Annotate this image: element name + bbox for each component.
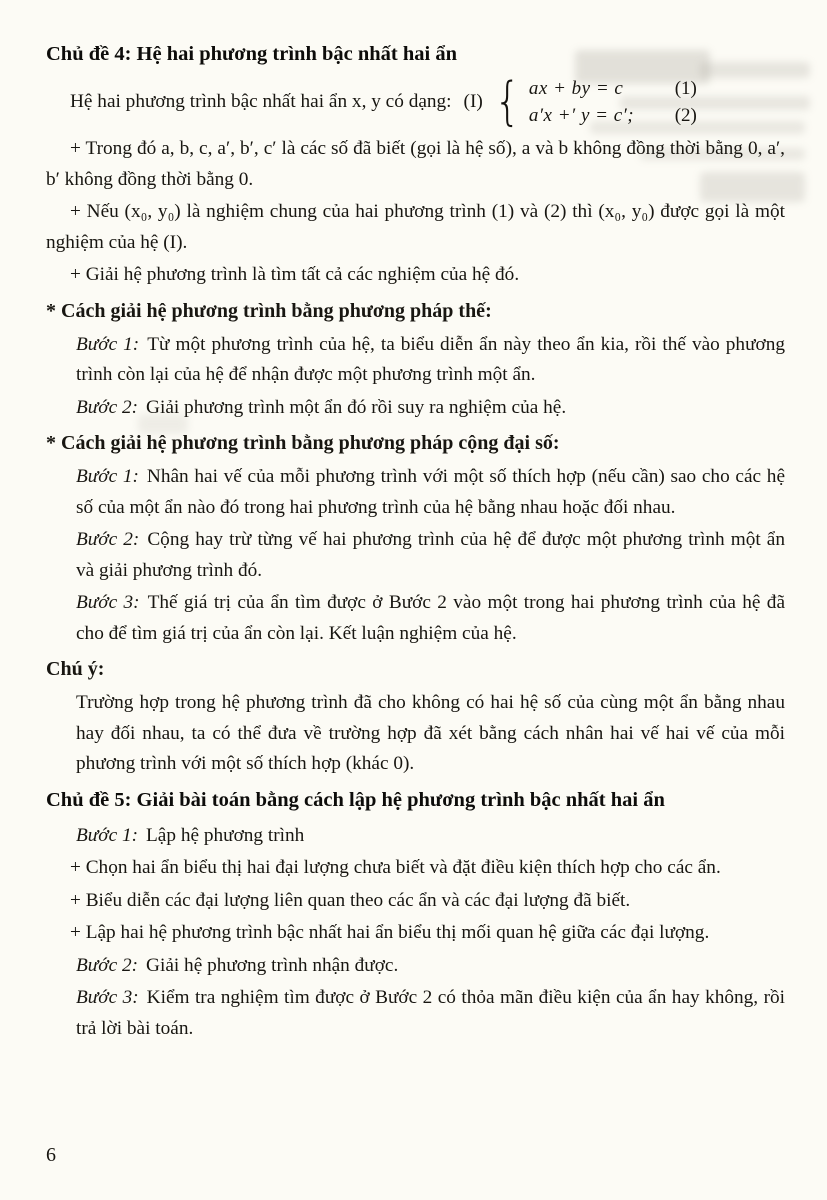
equation-1 bbox=[529, 75, 697, 102]
addition-step-1 bbox=[76, 462, 785, 523]
system-definition-row bbox=[46, 71, 785, 132]
step-label: Bước 2: bbox=[76, 396, 139, 418]
brace-icon: { bbox=[494, 71, 521, 132]
para-solve-def: + Giải hệ phương trình là tìm tất cả các nghiệm của hệ đó. bbox=[70, 264, 520, 285]
substitution-step-2 bbox=[76, 393, 785, 424]
system-label: (I) bbox=[463, 91, 483, 112]
addition-step-2 bbox=[76, 525, 785, 586]
step-label: Bước 2: bbox=[76, 529, 140, 550]
substitution-method-heading: * Cách giải hệ phương trình bằng phương pháp thế: bbox=[46, 299, 492, 322]
step-text: Thế giá trị của ẩn tìm được ở Bước 2 vào một trong hai phương trình của hệ đã cho để tìm giá trị của ẩn còn lại. Kết luận nghiệm của hệ. bbox=[76, 592, 786, 644]
step-text: Lập hệ phương trình bbox=[146, 824, 305, 846]
page-number: 6 bbox=[46, 1144, 56, 1166]
page-content bbox=[46, 34, 785, 1046]
equation-column bbox=[524, 75, 697, 129]
step-label: Bước 1: bbox=[76, 466, 139, 487]
topic4-heading: Chủ đề 4: Hệ hai phương trình bậc nhất hai ẩn bbox=[46, 43, 457, 65]
step-label: Bước 3: bbox=[76, 592, 140, 613]
substitution-step-1 bbox=[76, 330, 785, 391]
step-text: Nhân hai vế của mỗi phương trình với một số thích hợp (nếu cần) sao cho các hệ số của một ẩn nào đó trong hai phương trình của hệ bằng nhau hoặc đối nhau. bbox=[76, 466, 785, 518]
note-paragraph: Trường hợp trong hệ phương trình đã cho không có hai hệ số của cùng một ẩn bằng nhau hay đối nhau, ta có thể đưa về trường hợp đã xét bằng cách nhân hai vế hai vế của mỗi phương trình với một số thích hợp (khác 0). bbox=[76, 692, 785, 774]
para-coefficients: + Trong đó a, b, c, a′, b′, c′ là các số đã biết (gọi là hệ số), a và b không đồng thời bằng 0, a′, b′ không đồng thời bằng 0. bbox=[46, 138, 785, 190]
system-intro-text: Hệ hai phương trình bậc nhất hai ẩn x, y có dạng: bbox=[70, 91, 452, 112]
step-label: Bước 1: bbox=[76, 824, 139, 846]
equation-1-number: (1) bbox=[674, 78, 697, 99]
step-text: Giải phương trình một ẩn đó rồi suy ra nghiệm của hệ. bbox=[146, 396, 567, 418]
topic5-bullet-choose: + Chọn hai ẩn biểu thị hai đại lượng chưa biết và đặt điều kiện thích hợp cho các ẩn. bbox=[70, 857, 721, 878]
equation-2 bbox=[529, 102, 697, 129]
step-label: Bước 2: bbox=[76, 954, 139, 976]
equation-2-formula: a′x +′ y = c′; bbox=[528, 105, 635, 126]
addition-method-heading: * Cách giải hệ phương trình bằng phương pháp cộng đại số: bbox=[46, 432, 560, 454]
step-label: Bước 1: bbox=[76, 333, 140, 355]
step-text: Kiểm tra nghiệm tìm được ở Bước 2 có thỏa mãn điều kiện của ẩn hay không, rồi trả lời bài toán. bbox=[76, 987, 785, 1039]
step-text: Giải hệ phương trình nhận được. bbox=[146, 954, 399, 976]
step-label: Bước 3: bbox=[76, 987, 139, 1008]
equation-1-formula: ax + by = c bbox=[528, 78, 624, 99]
step-text: Từ một phương trình của hệ, ta biểu diễn ẩn này theo ẩn kia, rồi thế vào phương trình còn lại của hệ để nhận được một phương trình một ẩn. bbox=[76, 333, 785, 385]
topic5-bullet-form: + Lập hai hệ phương trình bậc nhất hai ẩn biểu thị mối quan hệ giữa các đại lượng. bbox=[70, 922, 710, 943]
equation-2-number: (2) bbox=[674, 105, 697, 126]
topic5-heading: Chủ đề 5: Giải bài toán bằng cách lập hệ phương trình bậc nhất hai ẩn bbox=[46, 788, 665, 811]
topic5-step-2 bbox=[76, 951, 785, 982]
para-solution-def: + Nếu (x₀, y₀) là nghiệm chung của hai phương trình (1) và (2) thì (x₀, y₀) được gọi là một nghiệm của hệ (I). bbox=[46, 201, 785, 253]
step-text: Cộng hay trừ từng vế hai phương trình của hệ để được một phương trình một ẩn và giải phương trình đó. bbox=[76, 529, 785, 581]
equation-system bbox=[463, 71, 697, 132]
topic5-bullet-express: + Biểu diễn các đại lượng liên quan theo các ẩn và các đại lượng đã biết. bbox=[70, 889, 631, 911]
topic5-step-1 bbox=[76, 821, 785, 852]
addition-step-3 bbox=[76, 588, 785, 649]
topic5-step-3 bbox=[76, 983, 785, 1044]
note-heading: Chú ý: bbox=[46, 658, 105, 680]
